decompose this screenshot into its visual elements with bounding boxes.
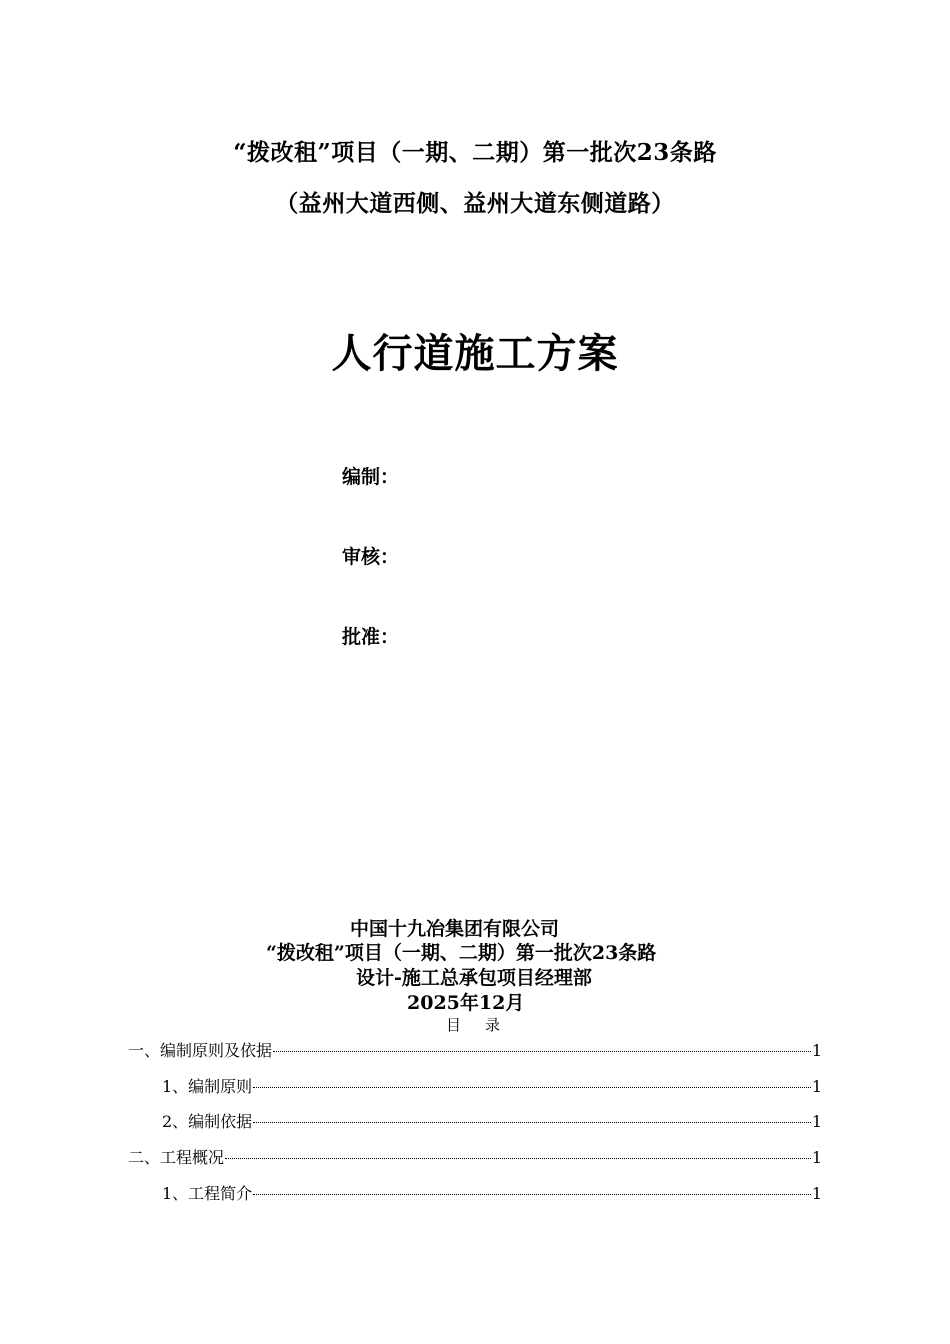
toc-entry-page: 1 [811,1112,822,1131]
toc-leader-dots [225,1158,811,1159]
toc-entry[interactable] [128,1038,822,1062]
document-title: 人行道施工方案 [331,330,619,377]
organization-name: 中国十九冶集团有限公司 [350,918,560,940]
toc-leader-dots [253,1194,811,1195]
toc-entry-label: 一、编制原则及依据 [128,1041,273,1060]
toc-entry-page: 1 [811,1077,822,1096]
organization-department: 设计-施工总承包项目经理部 [356,967,592,989]
toc-entry[interactable] [162,1074,822,1098]
toc-entry[interactable] [162,1109,822,1133]
toc-entry-page: 1 [811,1041,822,1060]
toc-leader-dots [273,1051,811,1052]
toc-heading: 目录 [445,1016,524,1034]
organization-project: “拨改租”项目（一期、二期）第一批次23条路 [266,942,657,964]
toc-leader-dots [253,1122,811,1123]
toc-leader-dots [253,1087,811,1088]
toc-entry-page: 1 [811,1184,822,1203]
toc-entry-label: 二、工程概况 [128,1148,225,1167]
toc-entry-page: 1 [811,1148,822,1167]
compile-label: 编制： [342,466,400,488]
review-label: 审核： [342,546,400,568]
toc-entry-label: 1、工程简介 [162,1184,253,1203]
toc-entry[interactable] [162,1181,822,1205]
project-subtitle-line1: “拨改租”项目（一期、二期）第一批次23条路 [233,139,717,166]
toc-entry[interactable] [128,1145,822,1169]
toc-entry-label: 1、编制原则 [162,1077,253,1096]
project-subtitle-line2: （益州大道西侧、益州大道东侧道路） [275,190,675,217]
toc-entry-label: 2、编制依据 [162,1112,253,1131]
approve-label: 批准： [342,626,400,648]
document-date: 2025年12月 [407,992,525,1014]
